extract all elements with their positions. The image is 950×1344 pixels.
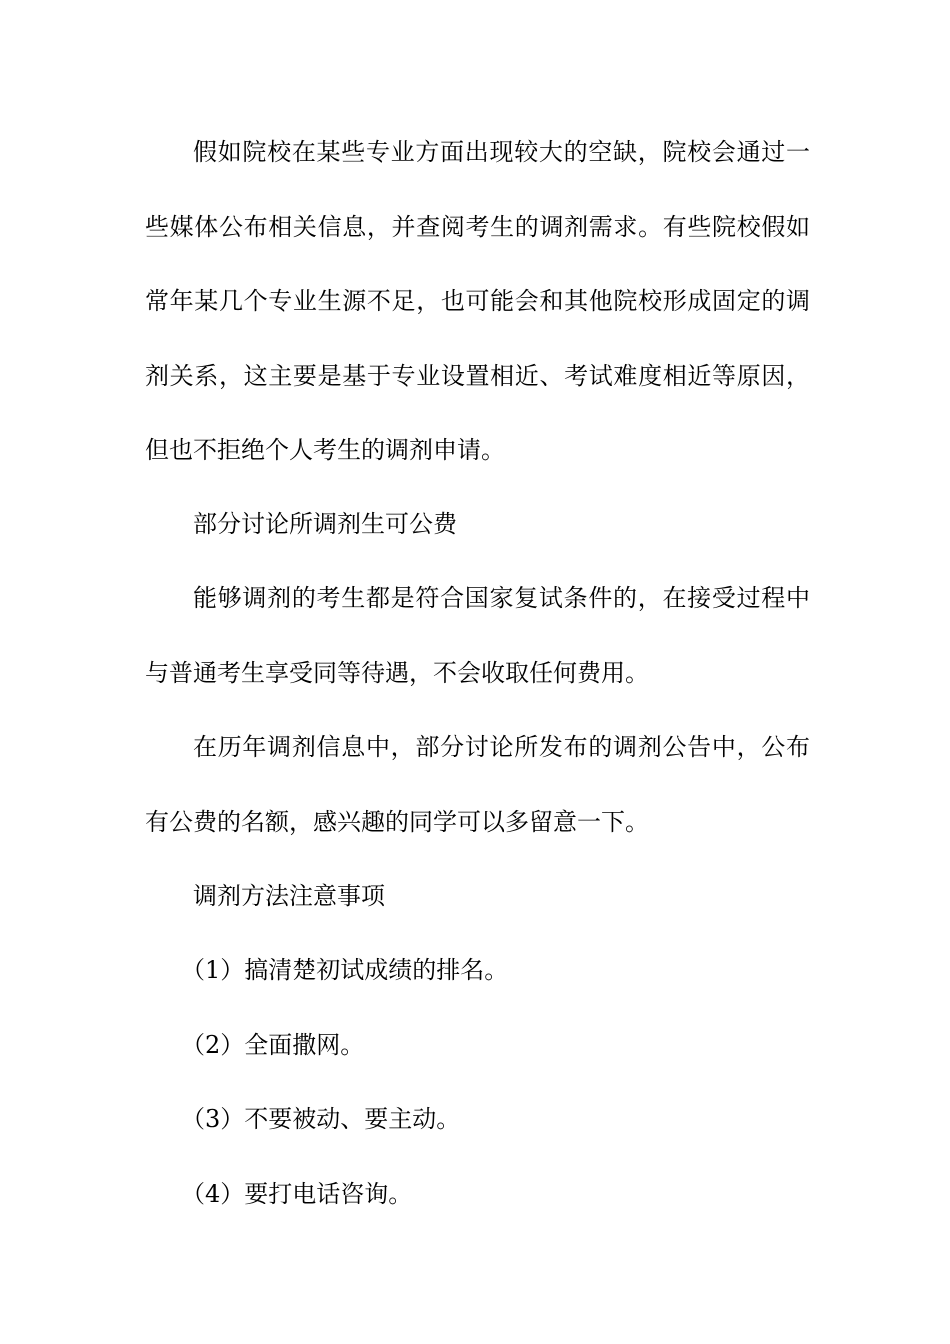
list-item: （2）全面撒网。 bbox=[181, 1031, 365, 1059]
list-item: （3）不要被动、要主动。 bbox=[181, 1105, 461, 1133]
heading-public-funded: 部分讨论所调剂生可公费 bbox=[193, 510, 457, 538]
list-item: （1）搞清楚初试成绩的排名。 bbox=[181, 956, 509, 984]
paragraph-institution-vacancy: 假如院校在某些专业方面出现较大的空缺，院校会通过一些媒体公布相关信息，并查阅考生的调剂需求。有些院校假如常年某几个专业生源不足，也可能会和其他院校形成固定的调剂关系，这主要是基于专业设置相近、考试难度相近等原因，但也不拒绝个人考生的调剂申请。 bbox=[145, 138, 810, 464]
paragraph-public-quota: 在历年调剂信息中，部分讨论所发布的调剂公告中，公布有公费的名额，感兴趣的同学可以多留意一下。 bbox=[145, 733, 810, 836]
paragraph-equal-treatment: 能够调剂的考生都是符合国家复试条件的，在接受过程中与普通考生享受同等待遇，不会收取任何费用。 bbox=[145, 584, 810, 687]
heading-adjustment-notes: 调剂方法注意事项 bbox=[193, 882, 385, 910]
list-item: （4）要打电话咨询。 bbox=[181, 1180, 413, 1208]
